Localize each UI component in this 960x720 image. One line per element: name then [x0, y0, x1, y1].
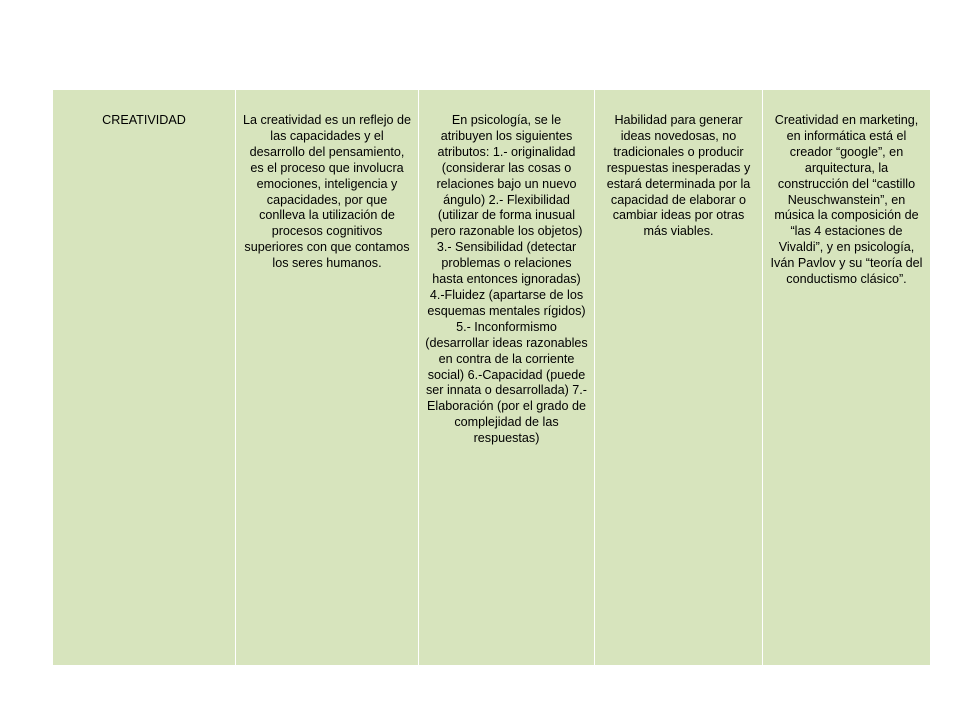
table-cell-examples: Creatividad en marketing, en informática está el creador “google”, en arquitectura, la construcción del “castillo Neuschwanstein”, en música la composición de “las 4 estaciones de Vivaldi”, y en psicología, Iván Pavlov y su “teoría del conductismo clásico”. — [770, 113, 923, 287]
table-cell-term: CREATIVIDAD — [53, 90, 236, 665]
table-cell-definition: La creatividad es un reflejo de las capacidades y el desarrollo del pensamiento, es el proceso que involucra emociones, inteligencia y capacidades, por que conlleva la utilización de procesos cognitivos superiores con que contamos los seres humanos. — [236, 90, 419, 665]
table-cell-ability: Habilidad para generar ideas novedosas, no tradicionales o producir respuestas inesperadas y estará determinada por la capacidad de elaborar o cambiar ideas por otras más viables. — [595, 90, 763, 665]
creatividad-table — [53, 90, 930, 665]
table-cell-psychology-attributes: En psicología, se le atribuyen los siguientes atributos: 1.- originalidad (considerar las cosas o relaciones bajo un nuevo ángulo) 2.- Flexibilidad (utilizar de forma inusual pero razonable los objetos) 3.- Sensibilidad (detectar problemas o relaciones hasta entonces ignoradas) 4.-Fluidez (apartarse de los esquemas mentales rígidos) 5.- Inconformismo (desarrollar ideas razonables en contra de la corriente social) 6.-Capacidad (puede ser innata o desarrollada) 7.- Elaboración (por el grado de complejidad de las respuestas) — [419, 90, 595, 665]
